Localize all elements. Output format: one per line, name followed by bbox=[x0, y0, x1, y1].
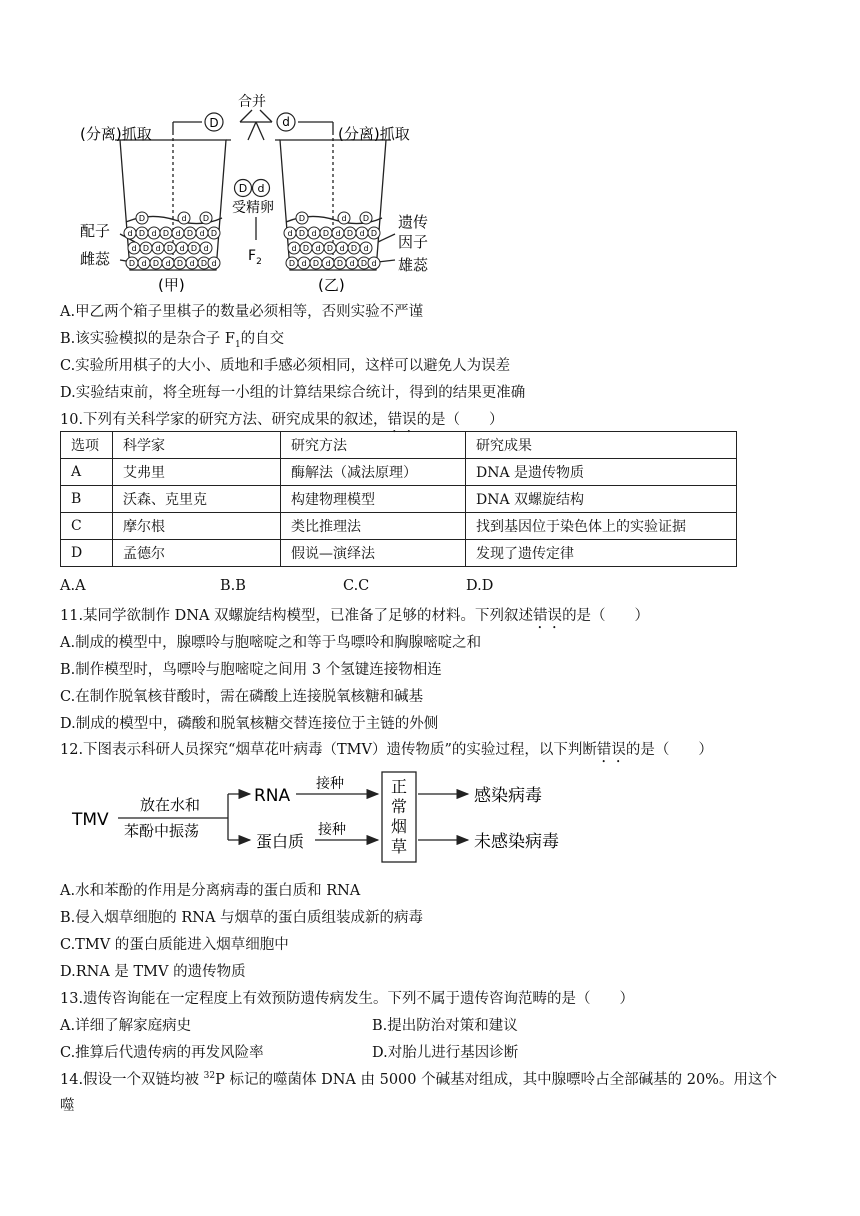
tobacco-box-char: 烟 bbox=[391, 817, 408, 836]
gamete-ball-letter: d bbox=[127, 229, 133, 238]
gamete-ball-letter: d bbox=[335, 229, 341, 238]
q11-option-d[interactable]: D.制成的模型中，磷酸和脱氧核糖交替连接位于主链的外侧 bbox=[60, 716, 439, 732]
gamete-ball-letter: d bbox=[175, 229, 181, 238]
tmv-label: TMV bbox=[72, 810, 109, 830]
q12-option-b[interactable]: B.侵入烟草细胞的 RNA 与烟草的蛋白质组装成新的病毒 bbox=[60, 910, 424, 926]
rna-label: RNA bbox=[254, 786, 291, 806]
gamete-ball-letter: D bbox=[322, 229, 330, 238]
table-header-row bbox=[61, 432, 737, 459]
table-cell: 摩尔根 bbox=[113, 513, 281, 540]
gamete-ball-letter: D bbox=[142, 244, 150, 253]
simulation-figure bbox=[80, 92, 450, 297]
table-cell: 假说—演绎法 bbox=[281, 540, 466, 567]
gamete-ball-letter: D bbox=[152, 259, 160, 268]
protein-label: 蛋白质 bbox=[256, 832, 305, 851]
table-cell: 孟德尔 bbox=[113, 540, 281, 567]
q11-stem: 11.某同学欲制作 DNA 双螺旋结构模型，已准备了足够的材料。下列叙述错误的是（ ） bbox=[60, 608, 650, 624]
zygote-ball-d: d bbox=[257, 182, 265, 195]
q10-option-a[interactable]: A.A bbox=[60, 578, 86, 594]
factor-label-2: 因子 bbox=[398, 233, 429, 251]
gamete-ball-letter: d bbox=[311, 229, 317, 238]
tmv-flow-diagram bbox=[68, 768, 588, 868]
table-row bbox=[61, 540, 737, 567]
gamete-ball-letter: D bbox=[200, 259, 208, 268]
gamete-ball-letter: d bbox=[371, 259, 377, 268]
inoculate-label-2: 接种 bbox=[318, 822, 346, 838]
f2-label: $F_2$ bbox=[248, 248, 262, 267]
table-cell: 发现了遗传定律 bbox=[466, 540, 737, 567]
factor-label-1: 遗传 bbox=[398, 213, 429, 231]
q9-option-d[interactable]: D.实验结束前，将全班每一小组的计算结果综合统计，得到的结果更准确 bbox=[60, 385, 526, 401]
box-yi-label: (乙) bbox=[318, 276, 345, 294]
table-cell: A bbox=[61, 459, 113, 486]
left-grab-label: (分离)抓取 bbox=[80, 125, 152, 143]
gamete-ball-letter: d bbox=[339, 244, 345, 253]
shake-label-2: 苯酚中振荡 bbox=[124, 822, 200, 840]
q13-option-b[interactable]: B.提出防治对策和建议 bbox=[372, 1018, 518, 1034]
table-cell: D bbox=[61, 540, 113, 567]
gamete-ball-letter: D bbox=[336, 259, 344, 268]
gamete-ball-letter: d bbox=[179, 244, 185, 253]
gamete-ball-letter: d bbox=[287, 229, 293, 238]
gamete-ball-letter: d bbox=[155, 244, 161, 253]
inoculate-label-1: 接种 bbox=[316, 776, 344, 792]
gamete-ball-letter: d bbox=[211, 259, 217, 268]
gamete-ball-letter: D bbox=[298, 214, 306, 223]
gamete-ball-letter: d bbox=[199, 229, 205, 238]
zygote-ball-D: D bbox=[238, 182, 248, 195]
gamete-ball-letter: D bbox=[210, 229, 218, 238]
table-cell: 找到基因位于染色体上的实验证据 bbox=[466, 513, 737, 540]
q13-option-c[interactable]: C.推算后代遗传病的再发风险率 bbox=[60, 1045, 264, 1061]
gamete-ball-letter: d bbox=[141, 259, 147, 268]
gamete-ball-letter: d bbox=[203, 244, 209, 253]
q10-stem: 10.下列有关科学家的研究方法、研究成果的叙述，错误的是（ ） bbox=[60, 412, 504, 428]
right-grab-label: (分离)抓取 bbox=[338, 125, 410, 143]
table-header-cell: 选项 bbox=[61, 432, 113, 459]
gamete-ball-letter: D bbox=[288, 259, 296, 268]
table-cell: DNA 是遗传物质 bbox=[466, 459, 737, 486]
gamete-ball-letter: d bbox=[315, 244, 321, 253]
stamen-label: 雄蕊 bbox=[398, 256, 429, 274]
q12-option-c[interactable]: C.TMV 的蛋白质能进入烟草细胞中 bbox=[60, 937, 289, 953]
table-cell: B bbox=[61, 486, 113, 513]
gamete-ball-letter: d bbox=[165, 259, 171, 268]
uninfected-label: 未感染病毒 bbox=[474, 832, 559, 852]
grab-ball-d: d bbox=[282, 115, 290, 129]
tobacco-box-char: 草 bbox=[391, 837, 408, 856]
q9-option-a[interactable]: A.甲乙两个箱子里棋子的数量必须相等，否则实验不严谨 bbox=[60, 304, 424, 320]
q10-option-c[interactable]: C.C bbox=[343, 578, 370, 594]
q12-stem: 12.下图表示科研人员探究“烟草花叶病毒（TMV）遗传物质”的实验过程，以下判断错误的是（ ） bbox=[60, 742, 713, 758]
gamete-ball-letter: D bbox=[346, 229, 354, 238]
gamete-ball-letter: d bbox=[363, 244, 369, 253]
gamete-ball-letter: D bbox=[138, 214, 146, 223]
table-cell: DNA 双螺旋结构 bbox=[466, 486, 737, 513]
infected-label: 感染病毒 bbox=[474, 786, 542, 806]
q10-option-b[interactable]: B.B bbox=[220, 578, 246, 594]
q12-option-d[interactable]: D.RNA 是 TMV 的遗传物质 bbox=[60, 964, 246, 980]
q10-option-d[interactable]: D.D bbox=[466, 578, 494, 594]
gamete-ball-letter: d bbox=[359, 229, 365, 238]
gamete-label: 配子 bbox=[80, 222, 111, 240]
table-header-cell: 研究成果 bbox=[466, 432, 737, 459]
table-row bbox=[61, 459, 737, 486]
table-cell: 类比推理法 bbox=[281, 513, 466, 540]
grab-ball-D: D bbox=[209, 116, 219, 130]
box-jia-label: (甲) bbox=[158, 276, 185, 294]
table-header-cell: 研究方法 bbox=[281, 432, 466, 459]
q10-table bbox=[60, 431, 737, 567]
zygote-label: 受精卵 bbox=[232, 200, 274, 216]
q11-option-c[interactable]: C.在制作脱氧核苷酸时，需在磷酸上连接脱氧核糖和碱基 bbox=[60, 689, 424, 705]
gamete-ball-letter: d bbox=[291, 244, 297, 253]
table-row bbox=[61, 486, 737, 513]
q14-stem: 14.假设一个双链均被 $^{32}$P 标记的噬菌体 DNA 由 5000 个碱基对组成，其中腺嘌呤占全部碱基的 20%。用这个 bbox=[60, 1071, 777, 1088]
q12-option-a[interactable]: A.水和苯酚的作用是分离病毒的蛋白质和 RNA bbox=[60, 883, 361, 899]
table-header-cell: 科学家 bbox=[113, 432, 281, 459]
table-cell: C bbox=[61, 513, 113, 540]
q13-option-d[interactable]: D.对胎儿进行基因诊断 bbox=[372, 1045, 519, 1061]
table-cell: 酶解法（减法原理） bbox=[281, 459, 466, 486]
gamete-ball-letter: D bbox=[138, 229, 146, 238]
gamete-ball-letter: D bbox=[298, 229, 306, 238]
gamete-ball-letter: D bbox=[128, 259, 136, 268]
gamete-ball-letter: D bbox=[362, 214, 370, 223]
table-cell: 艾弗里 bbox=[113, 459, 281, 486]
gamete-ball-letter: D bbox=[312, 259, 320, 268]
tobacco-box-char: 常 bbox=[391, 797, 408, 816]
tobacco-box-char: 正 bbox=[391, 777, 408, 796]
gamete-ball-letter: d bbox=[131, 244, 137, 253]
gamete-ball-letter: D bbox=[186, 229, 194, 238]
box-yi-gametes bbox=[284, 212, 380, 269]
gamete-ball-letter: d bbox=[181, 214, 187, 223]
gamete-ball-letter: D bbox=[162, 229, 170, 238]
gamete-ball-letter: D bbox=[176, 259, 184, 268]
gamete-ball-letter: d bbox=[349, 259, 355, 268]
gamete-ball-letter: d bbox=[301, 259, 307, 268]
gamete-ball-letter: D bbox=[202, 214, 210, 223]
q11-option-a[interactable]: A.制成的模型中，腺嘌呤与胞嘧啶之和等于鸟嘌呤和胸腺嘧啶之和 bbox=[60, 635, 482, 651]
gamete-ball-letter: d bbox=[189, 259, 195, 268]
q9-option-c[interactable]: C.实验所用棋子的大小、质地和手感必须相同，这样可以避免人为误差 bbox=[60, 358, 511, 374]
pistil-label: 雌蕊 bbox=[80, 250, 111, 268]
q11-option-b[interactable]: B.制作模型时，鸟嘌呤与胞嘧啶之间用 3 个氢键连接物相连 bbox=[60, 662, 442, 678]
gamete-ball-letter: D bbox=[166, 244, 174, 253]
q9-option-b[interactable]: B.该实验模拟的是杂合子 $F_1$的自交 bbox=[60, 331, 285, 350]
gamete-ball-letter: D bbox=[350, 244, 358, 253]
q13-option-a[interactable]: A.详细了解家庭病史 bbox=[60, 1018, 192, 1034]
table-row bbox=[61, 513, 737, 540]
q13-stem: 13.遗传咨询能在一定程度上有效预防遗传病发生。下列不属于遗传咨询范畴的是（ ） bbox=[60, 991, 635, 1007]
gamete-ball-letter: D bbox=[326, 244, 334, 253]
gamete-ball-letter: D bbox=[302, 244, 310, 253]
q14-stem-line2: 噬 bbox=[60, 1098, 75, 1114]
table-cell: 沃森、克里克 bbox=[113, 486, 281, 513]
gamete-ball-letter: D bbox=[360, 259, 368, 268]
table-cell: 构建物理模型 bbox=[281, 486, 466, 513]
box-jia-gametes bbox=[124, 212, 220, 269]
gamete-ball-letter: d bbox=[325, 259, 331, 268]
gamete-ball-letter: D bbox=[370, 229, 378, 238]
gamete-ball-letter: D bbox=[190, 244, 198, 253]
gamete-ball-letter: d bbox=[151, 229, 157, 238]
gamete-ball-letter: d bbox=[341, 214, 347, 223]
merge-label: 合并 bbox=[238, 94, 266, 110]
shake-label-1: 放在水和 bbox=[140, 796, 201, 814]
